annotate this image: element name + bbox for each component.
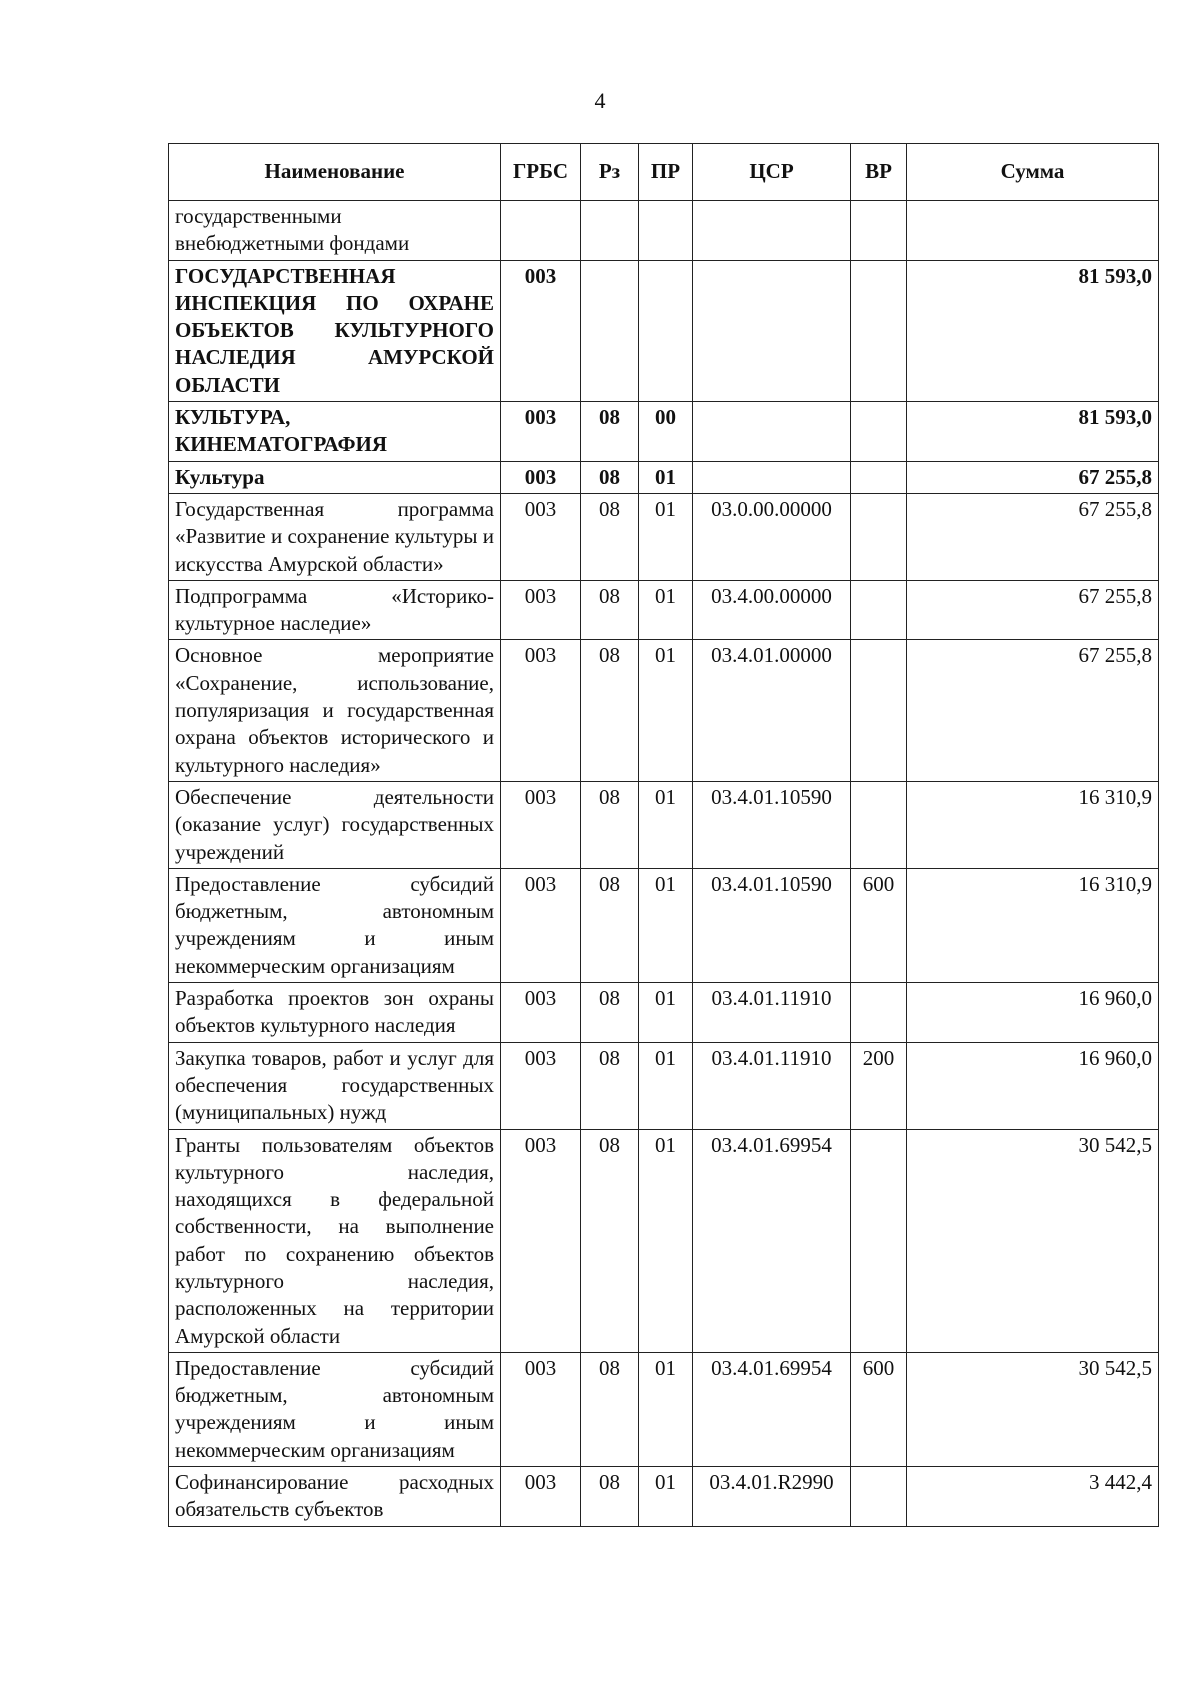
table-row bbox=[169, 781, 1159, 868]
cell-rz: 08 bbox=[581, 1129, 639, 1352]
cell-name: Закупка товаров, работ и услуг для обеспечения государственных (муниципальных) нужд bbox=[169, 1042, 501, 1129]
cell-csr: 03.4.01.11910 bbox=[693, 983, 851, 1043]
cell-grbs: 003 bbox=[501, 1467, 581, 1527]
header-name: Наименование bbox=[169, 144, 501, 201]
table-row bbox=[169, 983, 1159, 1043]
cell-vr bbox=[851, 1467, 907, 1527]
cell-csr: 03.4.01.69954 bbox=[693, 1129, 851, 1352]
cell-rz: 08 bbox=[581, 1042, 639, 1129]
cell-rz: 08 bbox=[581, 461, 639, 493]
cell-pr: 01 bbox=[639, 640, 693, 781]
cell-rz: 08 bbox=[581, 983, 639, 1043]
cell-pr: 01 bbox=[639, 1352, 693, 1466]
table-row bbox=[169, 868, 1159, 982]
cell-pr: 01 bbox=[639, 1129, 693, 1352]
cell-pr: 01 bbox=[639, 1467, 693, 1527]
cell-sum: 30 542,5 bbox=[907, 1129, 1159, 1352]
cell-name: Культура bbox=[169, 461, 501, 493]
cell-grbs: 003 bbox=[501, 260, 581, 401]
cell-rz: 08 bbox=[581, 402, 639, 462]
cell-sum: 16 960,0 bbox=[907, 1042, 1159, 1129]
cell-name: Обеспечение деятельности (оказание услуг) государственных учреждений bbox=[169, 781, 501, 868]
table-row bbox=[169, 580, 1159, 640]
cell-sum: 67 255,8 bbox=[907, 493, 1159, 580]
cell-sum: 67 255,8 bbox=[907, 580, 1159, 640]
cell-name: Предоставление субсидий бюджетным, автономным учреждениям и иным некоммерческим организациям bbox=[169, 868, 501, 982]
cell-rz: 08 bbox=[581, 868, 639, 982]
table-row bbox=[169, 1467, 1159, 1527]
cell-rz: 08 bbox=[581, 1352, 639, 1466]
header-rz: Рз bbox=[581, 144, 639, 201]
cell-name: КУЛЬТУРА, КИНЕМАТОГРАФИЯ bbox=[169, 402, 501, 462]
cell-pr: 01 bbox=[639, 461, 693, 493]
cell-sum: 3 442,4 bbox=[907, 1467, 1159, 1527]
page-number: 4 bbox=[594, 88, 606, 113]
header-csr: ЦСР bbox=[693, 144, 851, 201]
cell-sum: 81 593,0 bbox=[907, 402, 1159, 462]
cell-name: Основное мероприятие «Сохранение, использование, популяризация и государственная охрана объектов исторического и культурного наследия» bbox=[169, 640, 501, 781]
cell-sum: 67 255,8 bbox=[907, 640, 1159, 781]
cell-vr bbox=[851, 402, 907, 462]
table-row bbox=[169, 1352, 1159, 1466]
cell-sum: 16 960,0 bbox=[907, 983, 1159, 1043]
cell-rz: 08 bbox=[581, 493, 639, 580]
cell-name: Гранты пользователям объектов культурного наследия, находящихся в федеральной собственности, на выполнение работ по сохранению объектов культурного наследия, расположенных на территории Амурской области bbox=[169, 1129, 501, 1352]
cell-csr bbox=[693, 201, 851, 261]
cell-name: Государственная программа «Развитие и сохранение культуры и искусства Амурской области» bbox=[169, 493, 501, 580]
cell-grbs: 003 bbox=[501, 781, 581, 868]
cell-pr: 01 bbox=[639, 868, 693, 982]
cell-grbs: 003 bbox=[501, 1129, 581, 1352]
cell-vr: 600 bbox=[851, 1352, 907, 1466]
table-row bbox=[169, 1129, 1159, 1352]
cell-rz: 08 bbox=[581, 640, 639, 781]
cell-vr bbox=[851, 580, 907, 640]
cell-pr bbox=[639, 260, 693, 401]
cell-csr bbox=[693, 260, 851, 401]
header-vr: ВР bbox=[851, 144, 907, 201]
cell-sum: 30 542,5 bbox=[907, 1352, 1159, 1466]
cell-pr: 01 bbox=[639, 493, 693, 580]
cell-name: Софинансирование расходных обязательств субъектов bbox=[169, 1467, 501, 1527]
cell-rz: 08 bbox=[581, 781, 639, 868]
cell-pr: 01 bbox=[639, 580, 693, 640]
budget-table bbox=[168, 143, 1159, 1527]
table-row bbox=[169, 493, 1159, 580]
cell-csr: 03.4.01.R2990 bbox=[693, 1467, 851, 1527]
cell-name: Подпрограмма «Историко-культурное наследие» bbox=[169, 580, 501, 640]
table-row bbox=[169, 461, 1159, 493]
cell-csr bbox=[693, 402, 851, 462]
cell-vr bbox=[851, 461, 907, 493]
cell-csr: 03.4.00.00000 bbox=[693, 580, 851, 640]
cell-sum: 16 310,9 bbox=[907, 781, 1159, 868]
cell-grbs: 003 bbox=[501, 983, 581, 1043]
cell-pr bbox=[639, 201, 693, 261]
cell-csr: 03.4.01.10590 bbox=[693, 868, 851, 982]
cell-pr: 00 bbox=[639, 402, 693, 462]
cell-name: ГОСУДАРСТВЕННАЯ ИНСПЕКЦИЯ ПО ОХРАНЕ ОБЪЕКТОВ КУЛЬТУРНОГО НАСЛЕДИЯ АМУРСКОЙ ОБЛАСТИ bbox=[169, 260, 501, 401]
header-pr: ПР bbox=[639, 144, 693, 201]
cell-sum bbox=[907, 201, 1159, 261]
cell-vr bbox=[851, 201, 907, 261]
table-row bbox=[169, 260, 1159, 401]
cell-pr: 01 bbox=[639, 1042, 693, 1129]
cell-rz: 08 bbox=[581, 1467, 639, 1527]
table-row bbox=[169, 640, 1159, 781]
cell-rz: 08 bbox=[581, 580, 639, 640]
table-row bbox=[169, 402, 1159, 462]
cell-name: государственными внебюджетными фондами bbox=[169, 201, 501, 261]
header-sum: Сумма bbox=[907, 144, 1159, 201]
cell-vr bbox=[851, 781, 907, 868]
cell-vr bbox=[851, 260, 907, 401]
cell-grbs: 003 bbox=[501, 461, 581, 493]
cell-pr: 01 bbox=[639, 781, 693, 868]
cell-sum: 67 255,8 bbox=[907, 461, 1159, 493]
cell-sum: 81 593,0 bbox=[907, 260, 1159, 401]
cell-grbs: 003 bbox=[501, 580, 581, 640]
cell-vr bbox=[851, 1129, 907, 1352]
cell-vr: 200 bbox=[851, 1042, 907, 1129]
cell-rz bbox=[581, 201, 639, 261]
cell-name: Предоставление субсидий бюджетным, автономным учреждениям и иным некоммерческим организациям bbox=[169, 1352, 501, 1466]
header-grbs: ГРБС bbox=[501, 144, 581, 201]
cell-name: Разработка проектов зон охраны объектов культурного наследия bbox=[169, 983, 501, 1043]
cell-grbs: 003 bbox=[501, 1352, 581, 1466]
cell-grbs: 003 bbox=[501, 493, 581, 580]
cell-csr bbox=[693, 461, 851, 493]
cell-csr: 03.4.01.69954 bbox=[693, 1352, 851, 1466]
cell-grbs: 003 bbox=[501, 1042, 581, 1129]
cell-csr: 03.4.01.00000 bbox=[693, 640, 851, 781]
cell-sum: 16 310,9 bbox=[907, 868, 1159, 982]
cell-csr: 03.4.01.11910 bbox=[693, 1042, 851, 1129]
cell-pr: 01 bbox=[639, 983, 693, 1043]
cell-csr: 03.0.00.00000 bbox=[693, 493, 851, 580]
cell-vr bbox=[851, 983, 907, 1043]
cell-vr bbox=[851, 493, 907, 580]
cell-csr: 03.4.01.10590 bbox=[693, 781, 851, 868]
table-header-row bbox=[169, 144, 1159, 201]
cell-grbs: 003 bbox=[501, 640, 581, 781]
cell-vr bbox=[851, 640, 907, 781]
table-row bbox=[169, 201, 1159, 261]
table-row bbox=[169, 1042, 1159, 1129]
cell-grbs bbox=[501, 201, 581, 261]
cell-grbs: 003 bbox=[501, 868, 581, 982]
cell-grbs: 003 bbox=[501, 402, 581, 462]
cell-vr: 600 bbox=[851, 868, 907, 982]
cell-rz bbox=[581, 260, 639, 401]
